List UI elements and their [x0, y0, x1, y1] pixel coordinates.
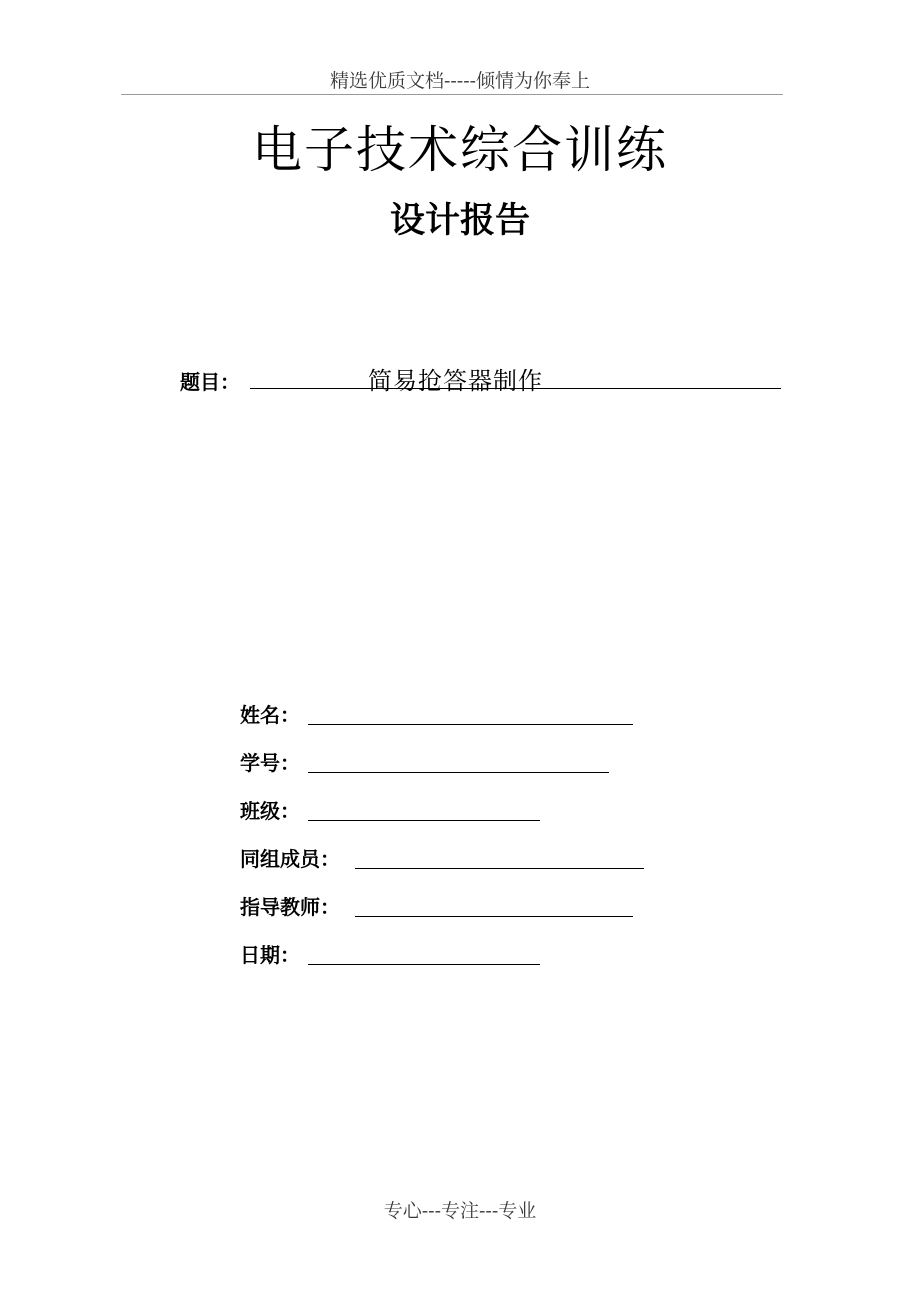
class-field-line[interactable] — [308, 820, 540, 821]
advisor-label: 指导教师： — [240, 895, 340, 919]
header-divider — [121, 94, 783, 95]
date-label: 日期： — [240, 943, 300, 967]
group-members-field-line[interactable] — [355, 868, 644, 869]
topic-label: 题目： — [180, 370, 240, 394]
page-footer: 专心---专注---专业 — [383, 1200, 537, 1222]
class-label: 班级： — [240, 799, 300, 823]
group-members-label: 同组成员： — [240, 847, 340, 871]
report-subtitle: 设计报告 — [389, 201, 530, 241]
date-field-line[interactable] — [308, 964, 540, 965]
name-field-line[interactable] — [308, 724, 633, 725]
advisor-field-line[interactable] — [355, 916, 633, 917]
student-id-label: 学号： — [240, 751, 300, 775]
page-header: 精选优质文档-----倾情为你奉上 — [329, 70, 591, 92]
topic-value: 简易抢答器制作 — [368, 367, 543, 395]
report-title: 电子技术综合训练 — [252, 121, 668, 179]
name-label: 姓名： — [240, 703, 300, 727]
student-id-field-line[interactable] — [308, 772, 609, 773]
